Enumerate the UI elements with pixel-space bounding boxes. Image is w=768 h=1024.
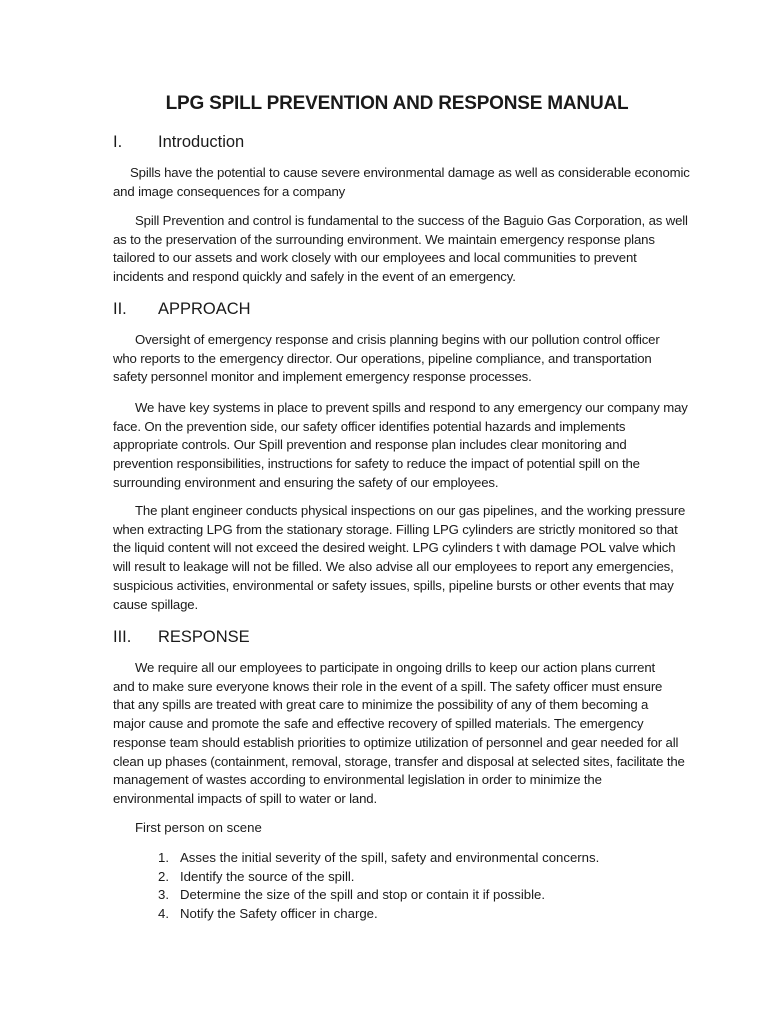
paragraph-line: We require all our employees to participate in ongoing drills to keep our action plans current [135, 660, 656, 675]
paragraph-line: environmental impacts of spill to water or land. [113, 790, 378, 806]
list-text: Identify the source of the spill. [180, 868, 355, 884]
paragraph-line: will result to leakage will not be filled. We also advise all our employees to report any emergencies, [113, 559, 674, 575]
list-item [158, 868, 599, 887]
list-number: 2. [158, 868, 169, 884]
paragraph-line: as to the preservation of the surrounding environment. We maintain emergency response plans [113, 231, 655, 247]
list-text: Notify the Safety officer in charge. [180, 906, 378, 922]
list-number: 3. [158, 887, 169, 903]
paragraph-line: tailored to our assets and work closely with our employees and local communities to prevent [113, 250, 637, 266]
paragraph [113, 502, 686, 614]
paragraph-line: major cause and promote the safe and effective recovery of spilled materials. The emergency [113, 716, 644, 732]
list-item [158, 886, 599, 905]
paragraph-line: We have key systems in place to prevent spills and respond to any emergency our company may [135, 400, 688, 415]
paragraph-line: The plant engineer conducts physical inspections on our gas pipelines, and the working pressure [135, 503, 686, 518]
section-heading-response [113, 628, 250, 647]
paragraph-line: and to make sure everyone knows their role in the event of a spill. The safety officer must ensure [113, 678, 663, 694]
paragraph-line: appropriate controls. Our Spill prevention and response plan includes clear monitoring and [113, 437, 627, 453]
paragraph-line: who reports to the emergency director. Our operations, pipeline compliance, and transportation [113, 350, 652, 366]
paragraph-line: Spill Prevention and control is fundamental to the success of the Baguio Gas Corporation, as well [135, 213, 688, 228]
paragraph-line: management of wastes according to environmental legislation in order to minimize the [113, 772, 602, 788]
section-heading-introduction [113, 133, 244, 152]
list-number: 4. [158, 906, 169, 922]
response-steps-list [158, 849, 599, 924]
paragraph [113, 212, 688, 287]
paragraph-line: and image consequences for a company [113, 183, 346, 199]
paragraph-line: suspicious activities, environmental or safety issues, spills, pipeline bursts or other events that may [113, 577, 674, 593]
paragraph [113, 164, 690, 201]
document-title: LPG SPILL PREVENTION AND RESPONSE MANUAL [165, 93, 629, 114]
paragraph-line: cause spillage. [113, 596, 198, 612]
section-number: III. [113, 628, 132, 646]
section-title: Introduction [158, 133, 245, 151]
section-number: I. [113, 133, 123, 151]
paragraph-line: Spills have the potential to cause severe environmental damage as well as considerable economic [130, 165, 690, 180]
list-number: 1. [158, 850, 169, 865]
section-number: II. [113, 300, 127, 318]
list-item [158, 849, 599, 868]
paragraph-line: the liquid content will not exceed the desired weight. LPG cylinders t with damage POL valve which [113, 540, 676, 556]
paragraph-line: Oversight of emergency response and crisis planning begins with our pollution control officer [135, 332, 660, 347]
scene-label: First person on scene [135, 820, 262, 835]
section-heading-approach [113, 300, 251, 319]
paragraph-line: surrounding environment and ensuring the safety of our employees. [113, 474, 499, 490]
paragraph [113, 659, 685, 809]
paragraph-line: response team should establish priorities to optimize utilization of personnel and gear needed for all [113, 734, 679, 750]
section-title: RESPONSE [158, 628, 250, 646]
paragraph-line: when extracting LPG from the stationary storage. Filling LPG cylinders are strictly monitored so that [113, 521, 678, 537]
paragraph-line: clean up phases (containment, removal, storage, transfer and disposal at selected sites, facilitate the [113, 753, 685, 769]
paragraph-line: face. On the prevention side, our safety officer identifies potential hazards and implements [113, 418, 626, 434]
paragraph [113, 331, 681, 387]
list-text: Asses the initial severity of the spill, safety and environmental concerns. [180, 850, 600, 865]
section-title: APPROACH [158, 300, 251, 318]
list-item [158, 905, 599, 924]
list-text: Determine the size of the spill and stop or contain it if possible. [180, 887, 546, 903]
paragraph-line: prevention responsibilities, instructions for safety to reduce the impact of potential spill on the [113, 456, 640, 472]
paragraph-line: incidents and respond quickly and safely in the event of an emergency. [113, 269, 516, 285]
paragraph-line: that any spills are treated with great care to minimize the possibility of any of them becoming a [113, 697, 649, 713]
paragraph [113, 399, 688, 493]
paragraph-line: safety personnel monitor and implement emergency response processes. [113, 369, 532, 385]
